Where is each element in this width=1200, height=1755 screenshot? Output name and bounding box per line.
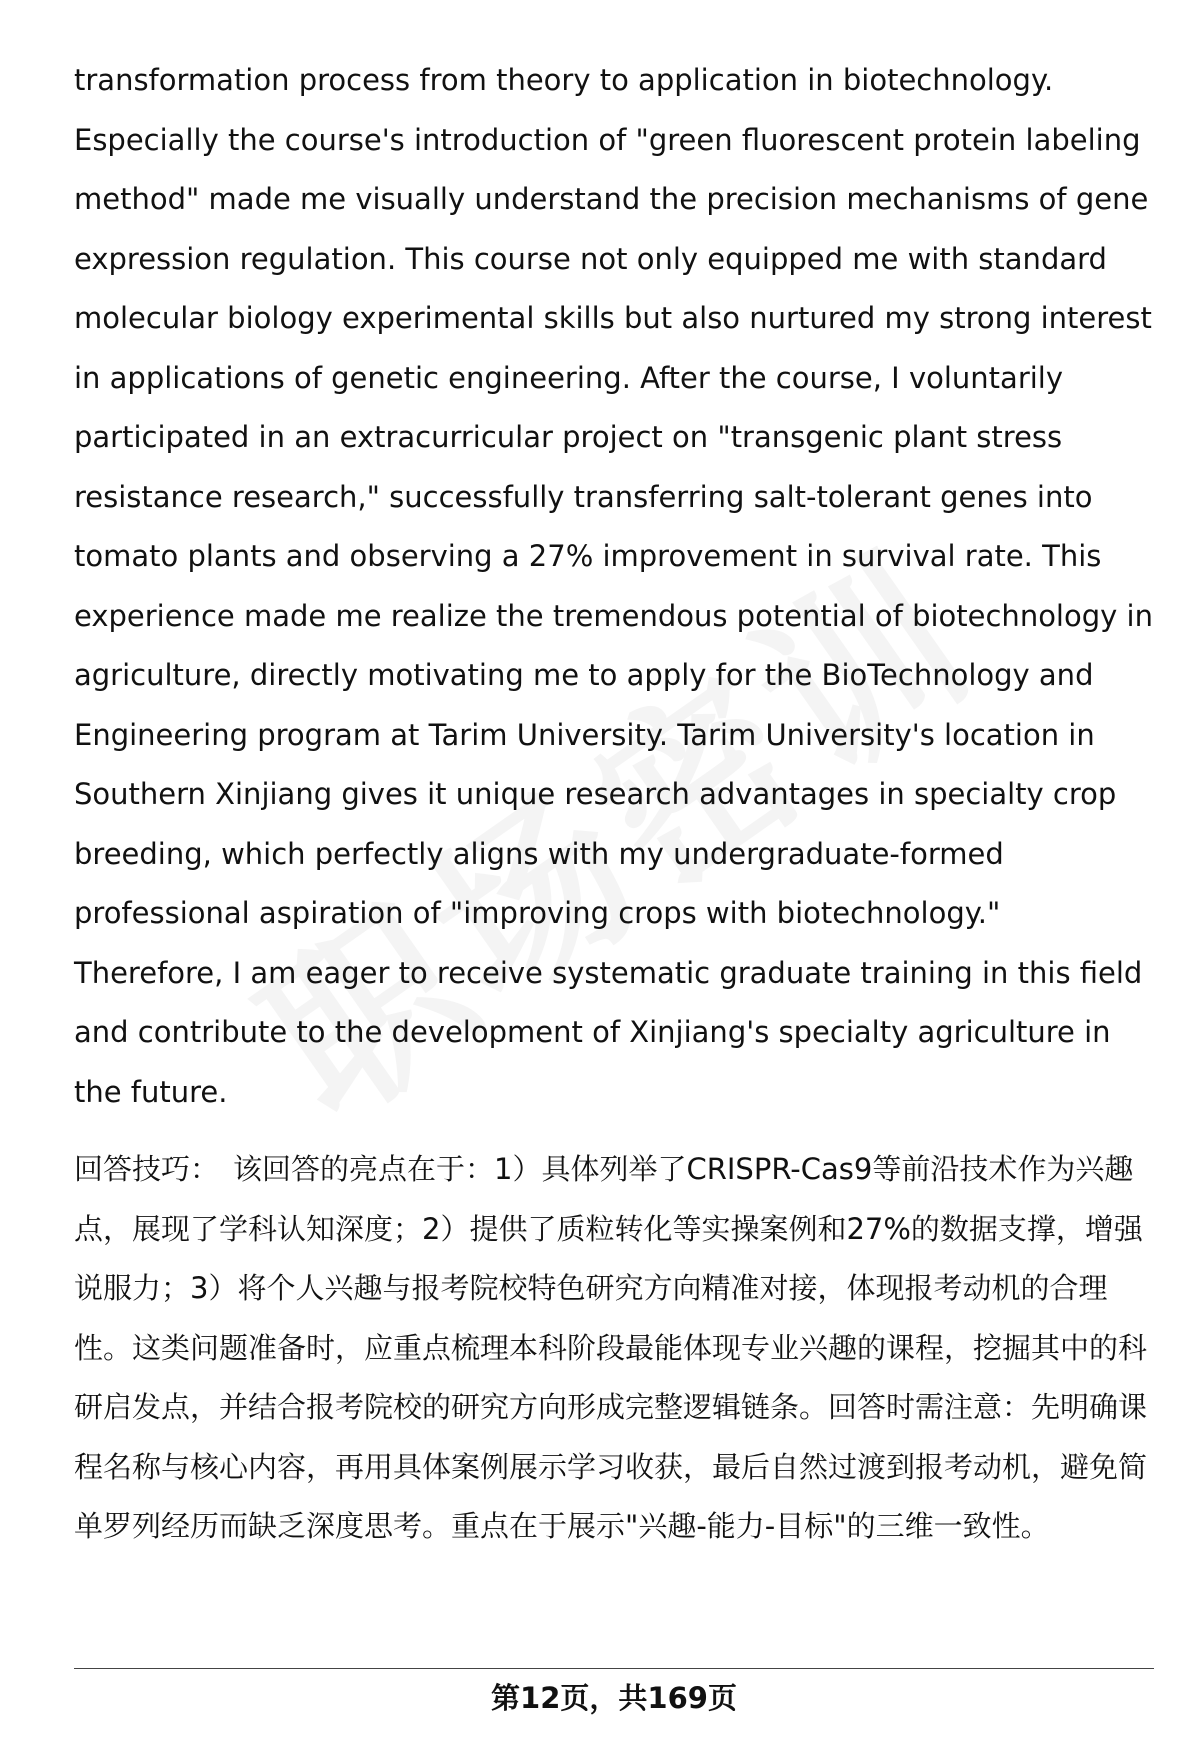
footer-divider bbox=[74, 1668, 1154, 1669]
answer-tip-label: 回答技巧： bbox=[74, 1152, 220, 1186]
answer-tip-paragraph bbox=[74, 1140, 1154, 1557]
body-paragraph: transformation process from theory to application in biotechnology. Especially the course's introduction of "green fluorescent protein labeling method" made me visually understand the precision mechanisms of gene expression regulation. This course not only equipped me with standard molecular biology experimental skills but also nurtured my strong interest in applications of genetic engineering. After the course, I voluntarily participated in an extracurricular project on "transgenic plant stress resistance research," successfully transferring salt-tolerant genes into tomato plants and observing a 27% improvement in survival rate. This experience made me realize the tremendous potential of biotechnology in agriculture, directly motivating me to apply for the BioTechnology and Engineering program at Tarim University. Tarim University's location in Southern Xinjiang gives it unique research advantages in specialty crop breeding, which perfectly aligns with my undergraduate-formed professional aspiration of "improving crops with biotechnology." Therefore, I am eager to receive systematic graduate training in this field and contribute to the development of Xinjiang's specialty agriculture in the future. bbox=[74, 63, 1153, 1109]
answer-tip-text: 该回答的亮点在于：1）具体列举了CRISPR-Cas9等前沿技术作为兴趣点，展现了学科认知深度；2）提供了质粒转化等实操案例和27%的数据支撑，增强说服力；3）将个人兴趣与报考院校特色研究方向精准对接，体现报考动机的合理性。这类问题准备时，应重点梳理本科阶段最能体现专业兴趣的课程，挖掘其中的科研启发点，并结合报考院校的研究方向形成完整逻辑链条。回答时需注意：先明确课程名称与核心内容，再用具体案例展示学习收获，最后自然过渡到报考动机，避免简单罗列经历而缺乏深度思考。重点在于展示"兴趣-能力-目标"的三维一致性。 bbox=[74, 1152, 1148, 1543]
page-number: 第12页，共169页 bbox=[491, 1681, 737, 1715]
